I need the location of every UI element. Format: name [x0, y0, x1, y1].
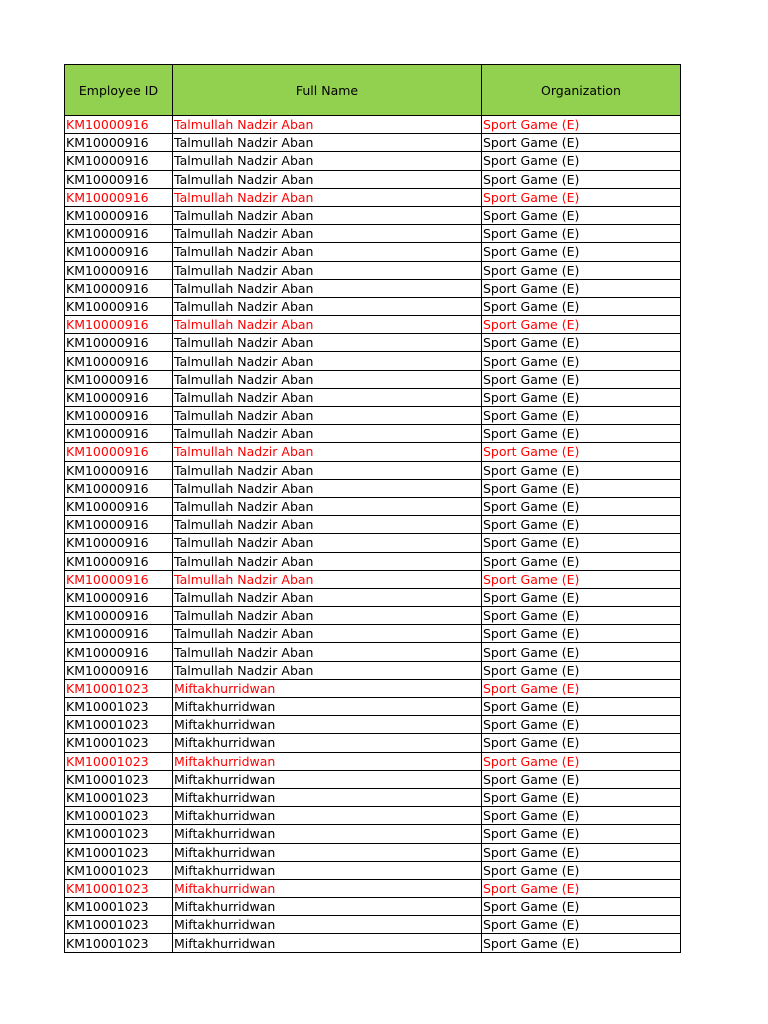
full-name-cell: Talmullah Nadzir Aban — [173, 188, 482, 206]
organization-cell: Sport Game (E) — [482, 843, 681, 861]
table-row — [65, 607, 681, 625]
organization-cell: Sport Game (E) — [482, 352, 681, 370]
employee-id-cell: KM10000916 — [65, 352, 173, 370]
organization-cell: Sport Game (E) — [482, 716, 681, 734]
full-name-cell: Talmullah Nadzir Aban — [173, 570, 482, 588]
organization-cell: Sport Game (E) — [482, 879, 681, 897]
full-name-cell: Talmullah Nadzir Aban — [173, 370, 482, 388]
table-row — [65, 534, 681, 552]
table-row — [65, 206, 681, 224]
employee-id-cell: KM10000916 — [65, 425, 173, 443]
employee-id-cell: KM10000916 — [65, 152, 173, 170]
organization-cell: Sport Game (E) — [482, 279, 681, 297]
employee-id-cell: KM10000916 — [65, 170, 173, 188]
header-employee-id: Employee ID — [65, 65, 173, 116]
employee-id-cell: KM10000916 — [65, 552, 173, 570]
employee-id-cell: KM10001023 — [65, 861, 173, 879]
organization-cell: Sport Game (E) — [482, 770, 681, 788]
employee-id-cell: KM10001023 — [65, 807, 173, 825]
employee-id-cell: KM10000916 — [65, 279, 173, 297]
table-row — [65, 934, 681, 952]
employee-id-cell: KM10000916 — [65, 116, 173, 134]
full-name-cell: Talmullah Nadzir Aban — [173, 170, 482, 188]
organization-cell: Sport Game (E) — [482, 607, 681, 625]
organization-cell: Sport Game (E) — [482, 497, 681, 515]
header-organization: Organization — [482, 65, 681, 116]
full-name-cell: Miftakhurridwan — [173, 698, 482, 716]
table-row — [65, 843, 681, 861]
organization-cell: Sport Game (E) — [482, 461, 681, 479]
full-name-cell: Talmullah Nadzir Aban — [173, 279, 482, 297]
full-name-cell: Talmullah Nadzir Aban — [173, 388, 482, 406]
full-name-cell: Talmullah Nadzir Aban — [173, 425, 482, 443]
organization-cell: Sport Game (E) — [482, 661, 681, 679]
organization-cell: Sport Game (E) — [482, 188, 681, 206]
employee-table — [64, 64, 681, 953]
organization-cell: Sport Game (E) — [482, 625, 681, 643]
employee-id-cell: KM10001023 — [65, 752, 173, 770]
employee-id-cell: KM10001023 — [65, 934, 173, 952]
full-name-cell: Miftakhurridwan — [173, 788, 482, 806]
organization-cell: Sport Game (E) — [482, 225, 681, 243]
full-name-cell: Talmullah Nadzir Aban — [173, 243, 482, 261]
table-row — [65, 352, 681, 370]
employee-id-cell: KM10000916 — [65, 206, 173, 224]
organization-cell: Sport Game (E) — [482, 407, 681, 425]
employee-id-cell: KM10001023 — [65, 916, 173, 934]
full-name-cell: Miftakhurridwan — [173, 716, 482, 734]
employee-id-cell: KM10000916 — [65, 625, 173, 643]
full-name-cell: Talmullah Nadzir Aban — [173, 534, 482, 552]
employee-id-cell: KM10000916 — [65, 334, 173, 352]
full-name-cell: Miftakhurridwan — [173, 807, 482, 825]
table-row — [65, 643, 681, 661]
organization-cell: Sport Game (E) — [482, 934, 681, 952]
full-name-cell: Miftakhurridwan — [173, 916, 482, 934]
table-body — [65, 116, 681, 953]
employee-id-cell: KM10000916 — [65, 370, 173, 388]
table-row — [65, 552, 681, 570]
organization-cell: Sport Game (E) — [482, 152, 681, 170]
full-name-cell: Miftakhurridwan — [173, 734, 482, 752]
table-row — [65, 170, 681, 188]
employee-id-cell: KM10000916 — [65, 516, 173, 534]
table-row — [65, 898, 681, 916]
full-name-cell: Talmullah Nadzir Aban — [173, 407, 482, 425]
table-row — [65, 879, 681, 897]
organization-cell: Sport Game (E) — [482, 206, 681, 224]
employee-id-cell: KM10001023 — [65, 898, 173, 916]
employee-id-cell: KM10000916 — [65, 407, 173, 425]
organization-cell: Sport Game (E) — [482, 679, 681, 697]
employee-id-cell: KM10001023 — [65, 879, 173, 897]
organization-cell: Sport Game (E) — [482, 425, 681, 443]
table-row — [65, 279, 681, 297]
table-row — [65, 788, 681, 806]
employee-id-cell: KM10000916 — [65, 297, 173, 315]
organization-cell: Sport Game (E) — [482, 552, 681, 570]
organization-cell: Sport Game (E) — [482, 334, 681, 352]
organization-cell: Sport Game (E) — [482, 261, 681, 279]
full-name-cell: Miftakhurridwan — [173, 752, 482, 770]
table-row — [65, 752, 681, 770]
employee-id-cell: KM10001023 — [65, 679, 173, 697]
organization-cell: Sport Game (E) — [482, 170, 681, 188]
full-name-cell: Talmullah Nadzir Aban — [173, 261, 482, 279]
full-name-cell: Talmullah Nadzir Aban — [173, 297, 482, 315]
full-name-cell: Miftakhurridwan — [173, 843, 482, 861]
table-row — [65, 243, 681, 261]
table-row — [65, 116, 681, 134]
employee-id-cell: KM10000916 — [65, 588, 173, 606]
organization-cell: Sport Game (E) — [482, 570, 681, 588]
employee-id-cell: KM10001023 — [65, 843, 173, 861]
table-row — [65, 770, 681, 788]
organization-cell: Sport Game (E) — [482, 643, 681, 661]
organization-cell: Sport Game (E) — [482, 116, 681, 134]
full-name-cell: Miftakhurridwan — [173, 879, 482, 897]
organization-cell: Sport Game (E) — [482, 516, 681, 534]
full-name-cell: Miftakhurridwan — [173, 825, 482, 843]
organization-cell: Sport Game (E) — [482, 443, 681, 461]
employee-id-cell: KM10001023 — [65, 825, 173, 843]
organization-cell: Sport Game (E) — [482, 588, 681, 606]
full-name-cell: Talmullah Nadzir Aban — [173, 643, 482, 661]
full-name-cell: Talmullah Nadzir Aban — [173, 552, 482, 570]
employee-id-cell: KM10000916 — [65, 661, 173, 679]
organization-cell: Sport Game (E) — [482, 825, 681, 843]
full-name-cell: Miftakhurridwan — [173, 679, 482, 697]
organization-cell: Sport Game (E) — [482, 752, 681, 770]
full-name-cell: Talmullah Nadzir Aban — [173, 607, 482, 625]
full-name-cell: Talmullah Nadzir Aban — [173, 116, 482, 134]
table-row — [65, 661, 681, 679]
full-name-cell: Talmullah Nadzir Aban — [173, 516, 482, 534]
organization-cell: Sport Game (E) — [482, 861, 681, 879]
table-row — [65, 407, 681, 425]
table-row — [65, 425, 681, 443]
organization-cell: Sport Game (E) — [482, 134, 681, 152]
full-name-cell: Talmullah Nadzir Aban — [173, 334, 482, 352]
employee-id-cell: KM10001023 — [65, 770, 173, 788]
table-row — [65, 479, 681, 497]
table-row — [65, 516, 681, 534]
employee-id-cell: KM10000916 — [65, 570, 173, 588]
organization-cell: Sport Game (E) — [482, 898, 681, 916]
full-name-cell: Miftakhurridwan — [173, 934, 482, 952]
table-row — [65, 625, 681, 643]
table-row — [65, 734, 681, 752]
employee-id-cell: KM10001023 — [65, 698, 173, 716]
header-full-name: Full Name — [173, 65, 482, 116]
table-row — [65, 225, 681, 243]
table-row — [65, 698, 681, 716]
organization-cell: Sport Game (E) — [482, 916, 681, 934]
full-name-cell: Miftakhurridwan — [173, 898, 482, 916]
employee-id-cell: KM10000916 — [65, 607, 173, 625]
table-row — [65, 497, 681, 515]
full-name-cell: Talmullah Nadzir Aban — [173, 443, 482, 461]
organization-cell: Sport Game (E) — [482, 479, 681, 497]
table-row — [65, 316, 681, 334]
employee-id-cell: KM10001023 — [65, 716, 173, 734]
table-row — [65, 261, 681, 279]
table-row — [65, 916, 681, 934]
full-name-cell: Talmullah Nadzir Aban — [173, 225, 482, 243]
full-name-cell: Talmullah Nadzir Aban — [173, 461, 482, 479]
employee-id-cell: KM10000916 — [65, 643, 173, 661]
organization-cell: Sport Game (E) — [482, 370, 681, 388]
employee-id-cell: KM10001023 — [65, 788, 173, 806]
full-name-cell: Miftakhurridwan — [173, 770, 482, 788]
organization-cell: Sport Game (E) — [482, 316, 681, 334]
table-row — [65, 861, 681, 879]
table-row — [65, 297, 681, 315]
table-row — [65, 370, 681, 388]
organization-cell: Sport Game (E) — [482, 534, 681, 552]
employee-id-cell: KM10000916 — [65, 443, 173, 461]
organization-cell: Sport Game (E) — [482, 297, 681, 315]
employee-id-cell: KM10000916 — [65, 225, 173, 243]
employee-id-cell: KM10000916 — [65, 316, 173, 334]
table-row — [65, 443, 681, 461]
table-row — [65, 716, 681, 734]
organization-cell: Sport Game (E) — [482, 698, 681, 716]
employee-id-cell: KM10000916 — [65, 497, 173, 515]
full-name-cell: Talmullah Nadzir Aban — [173, 497, 482, 515]
table-row — [65, 388, 681, 406]
table-row — [65, 461, 681, 479]
employee-id-cell: KM10000916 — [65, 461, 173, 479]
full-name-cell: Talmullah Nadzir Aban — [173, 479, 482, 497]
employee-id-cell: KM10000916 — [65, 388, 173, 406]
organization-cell: Sport Game (E) — [482, 388, 681, 406]
table-row — [65, 825, 681, 843]
full-name-cell: Talmullah Nadzir Aban — [173, 661, 482, 679]
table-row — [65, 334, 681, 352]
table-row — [65, 134, 681, 152]
full-name-cell: Talmullah Nadzir Aban — [173, 134, 482, 152]
header-row — [65, 65, 681, 116]
table-row — [65, 570, 681, 588]
employee-id-cell: KM10000916 — [65, 188, 173, 206]
organization-cell: Sport Game (E) — [482, 734, 681, 752]
table-row — [65, 679, 681, 697]
table-row — [65, 588, 681, 606]
organization-cell: Sport Game (E) — [482, 788, 681, 806]
full-name-cell: Talmullah Nadzir Aban — [173, 588, 482, 606]
employee-id-cell: KM10000916 — [65, 134, 173, 152]
employee-id-cell: KM10000916 — [65, 479, 173, 497]
full-name-cell: Talmullah Nadzir Aban — [173, 625, 482, 643]
employee-id-cell: KM10000916 — [65, 261, 173, 279]
employee-id-cell: KM10001023 — [65, 734, 173, 752]
employee-id-cell: KM10000916 — [65, 243, 173, 261]
employee-id-cell: KM10000916 — [65, 534, 173, 552]
organization-cell: Sport Game (E) — [482, 243, 681, 261]
table-row — [65, 807, 681, 825]
table-row — [65, 188, 681, 206]
full-name-cell: Talmullah Nadzir Aban — [173, 152, 482, 170]
full-name-cell: Talmullah Nadzir Aban — [173, 352, 482, 370]
organization-cell: Sport Game (E) — [482, 807, 681, 825]
full-name-cell: Talmullah Nadzir Aban — [173, 316, 482, 334]
table-row — [65, 152, 681, 170]
full-name-cell: Talmullah Nadzir Aban — [173, 206, 482, 224]
full-name-cell: Miftakhurridwan — [173, 861, 482, 879]
